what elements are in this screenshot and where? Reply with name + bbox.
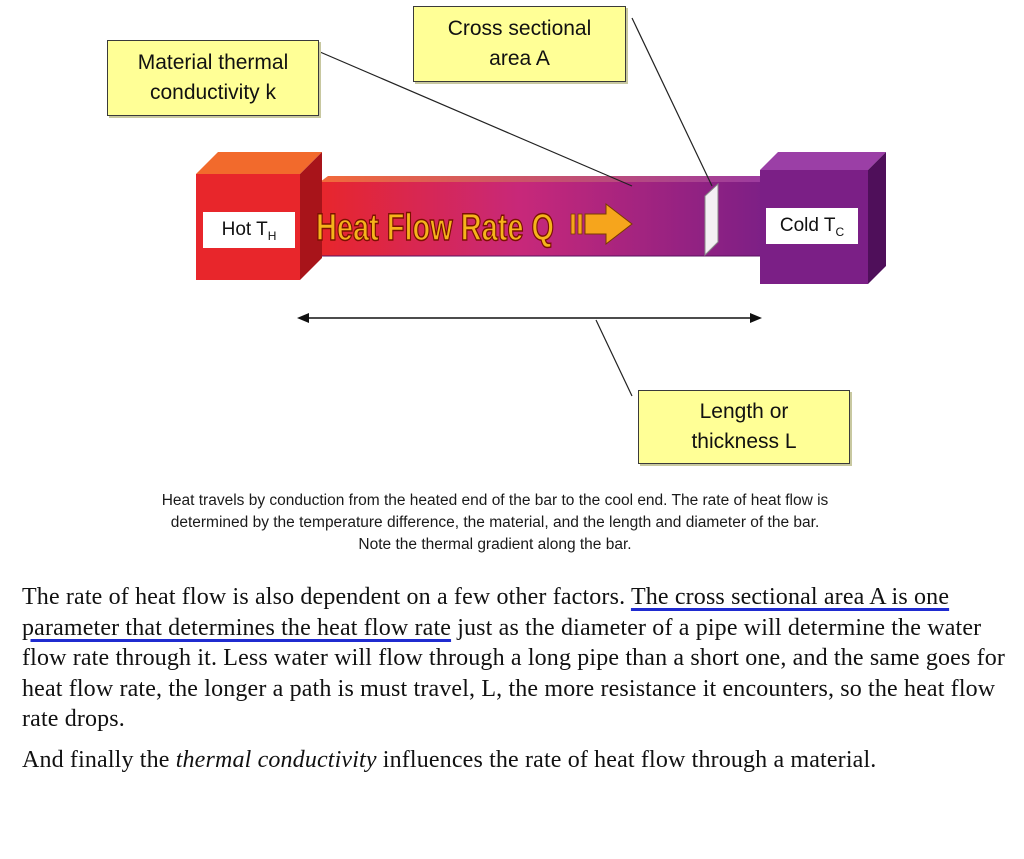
paragraph-1-start: The rate of heat flow is also dependent on a few other factors. [22,584,631,610]
area-callout [413,6,626,82]
paragraph-1-end: just as the diameter of a pipe will determine the water flow rate through it. Less water will flow through a long pipe than a short one, and the same goes for heat flow rate, the longer a path is must travel, L, the more resistance it encounters, so the heat flow rate drops. [22,614,1006,732]
body-text [22,582,1007,785]
cold-end-text: Cold T [779,215,836,236]
conductivity-callout-line-1: Material thermal [137,51,289,74]
cold-end-label [766,208,858,244]
length-leader-line [596,320,632,396]
hot-end-subscript: H [267,228,277,243]
length-callout [638,390,850,464]
length-callout-line-1: Length or [699,400,789,423]
heat-flow-title: Heat Flow Rate Q [316,207,554,249]
caption-line: determined by the temperature difference, the material, and the length and diameter of the bar. [170,514,820,531]
caption-line: Heat travels by conduction from the heated end of the bar to the cool end. The rate of heat flow is [161,492,829,509]
length-double-arrow [297,313,762,323]
highlighted-cross-section-sentence: The cross sectional area A is one parameter that determines the heat flow rate [22,584,950,641]
paragraph-thermal-conductivity [22,745,1007,776]
paragraph-heat-flow-factors [22,582,1007,735]
area-leader-line [632,18,712,186]
paragraph-2-end: influences the rate of heat flow through a material. [376,746,877,773]
cold-end-subscript: C [835,224,845,239]
area-callout-line-1: Cross sectional [447,17,592,40]
hot-end-label [203,212,295,248]
conductivity-callout [107,40,319,116]
caption-line: Note the thermal gradient along the bar. [358,536,632,553]
length-callout-line-2: thickness L [691,430,797,453]
figure-caption [60,490,930,556]
paragraph-2-start: And finally the [22,746,176,773]
conductivity-callout-line-2: conductivity k [149,81,277,104]
thermal-conductivity-term: thermal conductivity [175,746,377,773]
cross-section-slice [705,184,718,255]
hot-end-text: Hot T [221,219,268,240]
area-callout-line-2: area A [489,47,550,70]
